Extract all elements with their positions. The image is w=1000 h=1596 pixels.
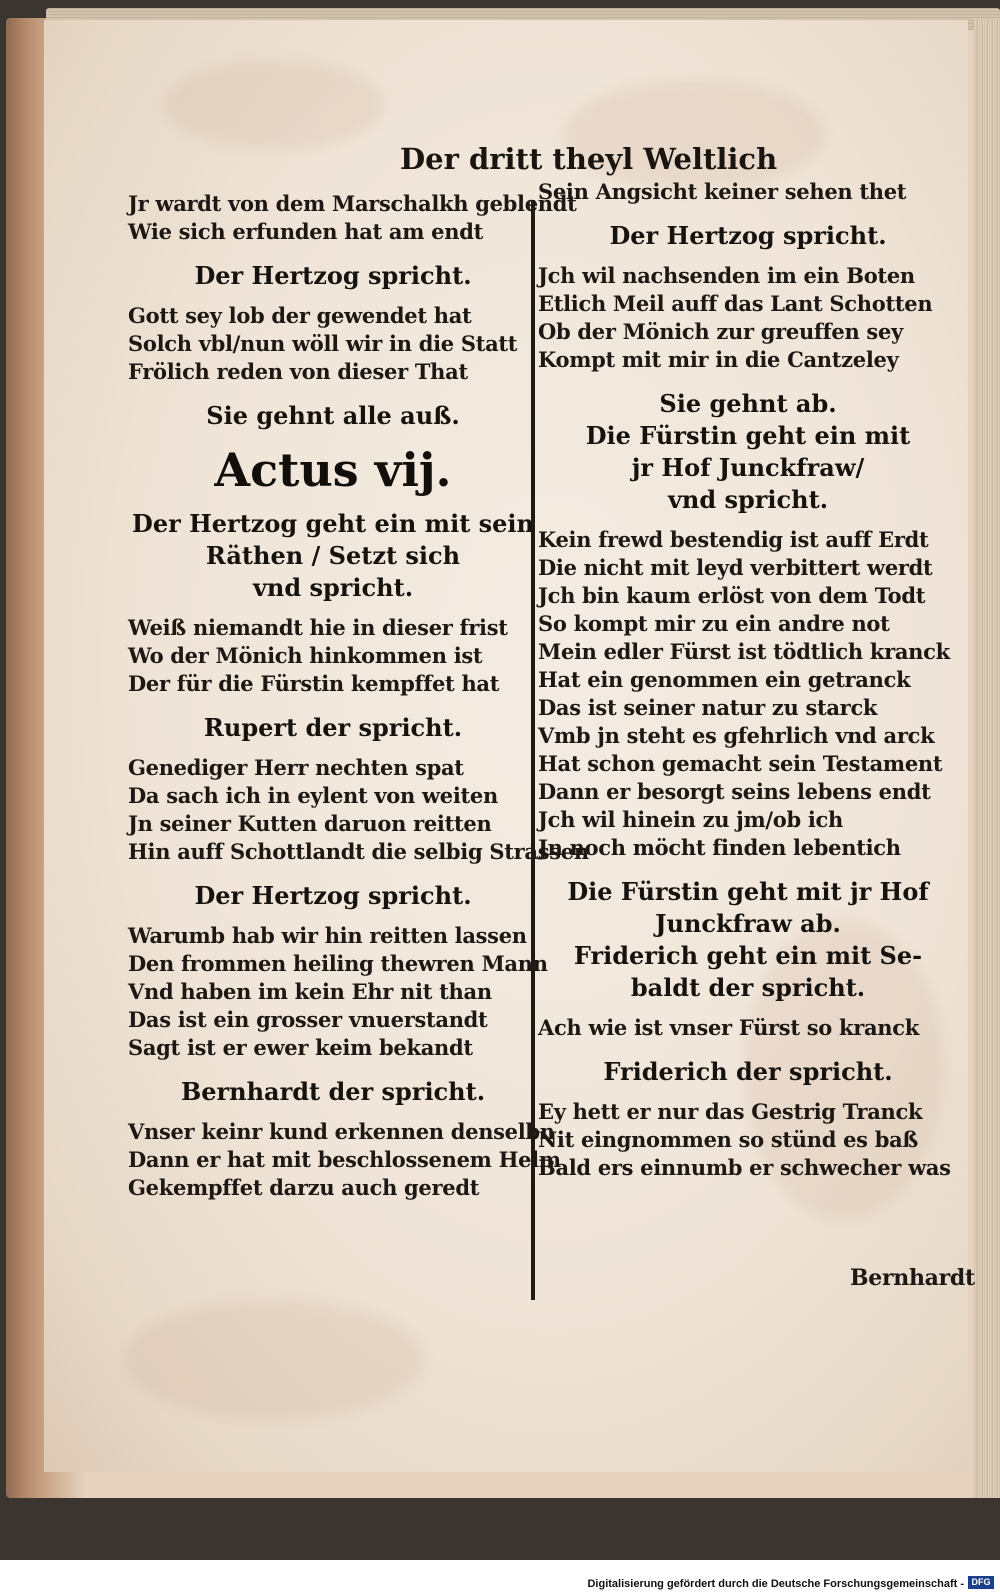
verse-line: Da sach ich in eylent von weiten [128,783,498,808]
verse-line: Bald ers einnumb er schwecher was [538,1155,951,1180]
verse-line: Weiß niemandt hie in dieser frist [128,615,508,640]
act-title: Actus vij. [214,443,452,497]
verse-line: Sein Angsicht keiner sehen thet [538,179,907,204]
verse-line: Jch bin kaum erlöst von dem Todt [538,583,926,608]
verse-line: Jch wil nachsenden im ein Boten [538,263,915,288]
verse-block [128,190,577,246]
speaker-heading: Räthen / Setzt sich [205,541,461,570]
verse-block [128,302,538,386]
verse-block [128,1118,561,1202]
verse-line: Vmb jn steht es gfehrlich vnd arck [538,723,935,748]
speaker-heading: baldt der spricht. [630,973,866,1002]
verse-line: Solch vbl/nun wöll wir in die Statt [128,331,518,356]
verse-line: Ach wie ist vnser Fürst so kranck [538,1015,919,1040]
verse-block [538,262,958,374]
paper-stain [124,1300,424,1420]
verse-line: Hat schon gemacht sein Testament [538,751,943,776]
verse-block [128,614,538,698]
speaker-heading: Der Hertzog spricht. [194,881,472,910]
verse-line: Gekempffet darzu auch geredt [128,1175,480,1200]
speaker-heading: jr Hof Junckfraw/ [631,453,865,482]
verse-line: Mein edler Fürst ist tödtlich kranck [538,639,950,664]
verse-line: Wie sich erfunden hat am endt [128,219,483,244]
speaker-heading: Junckfraw ab. [655,909,841,938]
verse-line: Wo der Mönich hinkommen ist [128,643,483,668]
verse-line: Dann er besorgt seins lebens endt [538,779,931,804]
speaker-heading: Der Hertzog spricht. [609,221,887,250]
verse-line: Gott sey lob der gewendet hat [128,303,472,328]
speaker-heading: Der Hertzog spricht. [194,261,472,290]
verse-line: Jn seiner Kutten daruon reitten [128,811,492,836]
verse-block [538,178,958,206]
verse-line: So kompt mir zu ein andre not [538,611,890,636]
dfg-logo: DFG [968,1576,994,1589]
verse-block [538,1098,958,1182]
verse-line: Die nicht mit leyd verbittert werdt [538,555,933,580]
verse-line: Etlich Meil auff das Lant Schotten [538,291,933,316]
speaker-heading: Friderich geht ein mit Se- [573,941,923,970]
verse-line: Hin auff Schottlandt die selbig Strassen [128,839,589,864]
verse-line: Das ist seiner natur zu starck [538,695,878,720]
verse-line: Kompt mit mir in die Cantzeley [538,347,899,372]
right-column [538,178,958,1196]
speaker-heading: Friderich der spricht. [603,1057,893,1086]
verse-line: Der für die Fürstin kempffet hat [128,671,500,696]
paper-stain [164,60,384,150]
page-fore-edge [974,18,1000,1498]
speaker-heading: vnd spricht. [667,485,829,514]
speaker-heading: Rupert der spricht. [203,713,463,742]
left-column [128,190,589,1216]
verse-line: Dann er hat mit beschlossenem Helm [128,1147,561,1172]
verse-line: Sagt ist er ewer keim bekandt [128,1035,473,1060]
verse-line: Frölich reden von dieser That [128,359,468,384]
catchword: Bernhardt [850,1265,975,1291]
footer-credit: Digitalisierung gefördert durch die Deutsche Forschungsgemeinschaft - [587,1578,964,1590]
verse-line: Den frommen heiling thewren Mann [128,951,548,976]
speaker-heading: Die Fürstin geht ein mit [585,421,911,450]
speaker-heading: vnd spricht. [252,573,414,602]
speaker-heading: Sie gehnt ab. [659,389,837,418]
verse-line: Warumb hab wir hin reitten lassen [128,923,527,948]
verse-line: Ey hett er nur das Gestrig Tranck [538,1099,923,1124]
verse-line: Kein frewd bestendig ist auff Erdt [538,527,929,552]
verse-block [128,922,548,1062]
verse-line: Hat ein genommen ein getranck [538,667,911,692]
verse-line: Jch wil hinein zu jm/ob ich [538,807,844,832]
verse-line: Jr wardt von dem Marschalkh geblendt [128,191,577,216]
running-head: Der dritt theyl Weltlich [400,142,778,176]
verse-line: Das ist ein grosser vnuerstandt [128,1007,488,1032]
verse-line: Ob der Mönich zur greuffen sey [538,319,903,344]
verse-line: Vnser keinr kund erkennen denselbn [128,1119,555,1144]
verse-block [538,526,958,862]
verse-line: Jn noch möcht finden lebentich [538,835,901,860]
verse-line: Vnd haben im kein Ehr nit than [128,979,492,1004]
speaker-heading: Die Fürstin geht mit jr Hof [567,877,929,906]
verse-block [128,754,589,866]
verse-line: Genediger Herr nechten spat [128,755,464,780]
verse-line: Nit eingnommen so stünd es baß [538,1127,919,1152]
speaker-heading: Sie gehnt alle auß. [206,401,460,430]
speaker-heading: Bernhardt der spricht. [180,1077,486,1106]
speaker-heading: Der Hertzog geht ein mit sein [132,509,534,538]
verse-block [538,1014,958,1042]
